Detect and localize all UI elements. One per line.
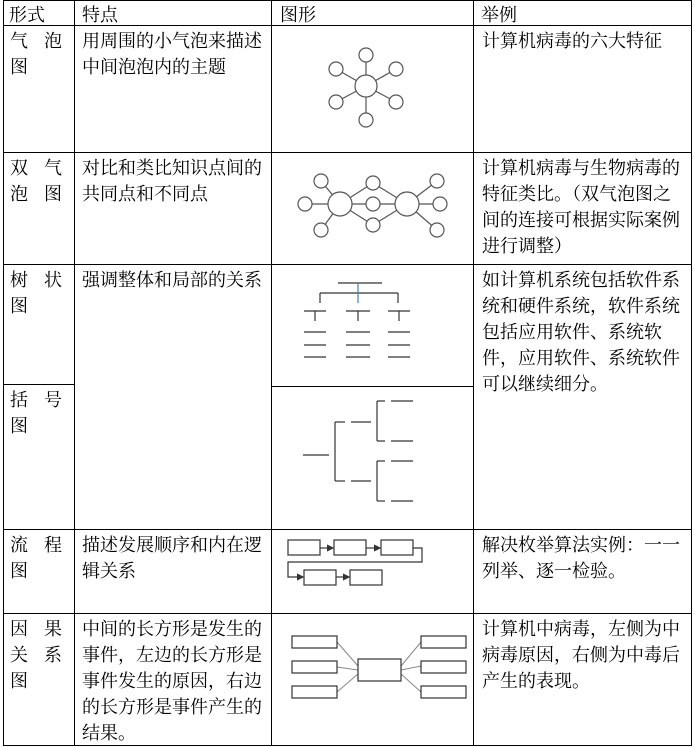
form-flow: 流程图 [10, 535, 62, 582]
double-bubble-map-icon [290, 168, 460, 248]
flow-map-icon [284, 536, 444, 596]
example-tree: 如计算机系统包括软件系统和硬件系统，软件系统包括应用软件、系统软件，应用软件、系统软件可以继续细分。 [482, 270, 680, 395]
multi-flow-map-icon [285, 630, 475, 710]
form-bubble: 气泡图 [10, 31, 62, 78]
header-diagram: 图形 [280, 5, 316, 26]
example-bubble: 计算机病毒的六大特征 [482, 31, 662, 52]
header-form: 形式 [9, 5, 45, 26]
feature-flow: 描述发展顺序和内在逻辑关系 [82, 535, 262, 582]
bubble-map-icon [300, 40, 440, 150]
header-example: 举例 [481, 5, 517, 26]
example-flow: 解决枚举算法实例：一一列举、逐一检验。 [482, 535, 680, 582]
form-brace: 括号图 [10, 390, 62, 437]
header-feature: 特点 [82, 5, 118, 26]
tree-map-icon [300, 275, 420, 365]
feature-cause-effect: 中间的长方形是发生的事件，左边的长方形是事件发生的原因，右边的长方形是事件产生的结果。 [82, 619, 262, 744]
feature-double-bubble: 对比和类比知识点间的共同点和不同点 [82, 158, 262, 205]
feature-tree: 强调整体和局部的关系 [82, 270, 262, 291]
feature-bubble: 用周围的小气泡来描述中间泡泡内的主题 [82, 31, 262, 78]
form-tree: 树状图 [10, 270, 62, 317]
brace-map-icon [295, 395, 425, 515]
example-double-bubble: 计算机病毒与生物病毒的特征类比。（双气泡图之间的连接可根据实际案例进行调整） [482, 158, 680, 257]
example-cause-effect: 计算机中病毒，左侧为中病毒原因，右侧为中毒后产生的表现。 [482, 619, 680, 692]
form-double-bubble: 双气泡图 [10, 158, 62, 205]
form-cause-effect: 因果关系图 [10, 619, 62, 692]
